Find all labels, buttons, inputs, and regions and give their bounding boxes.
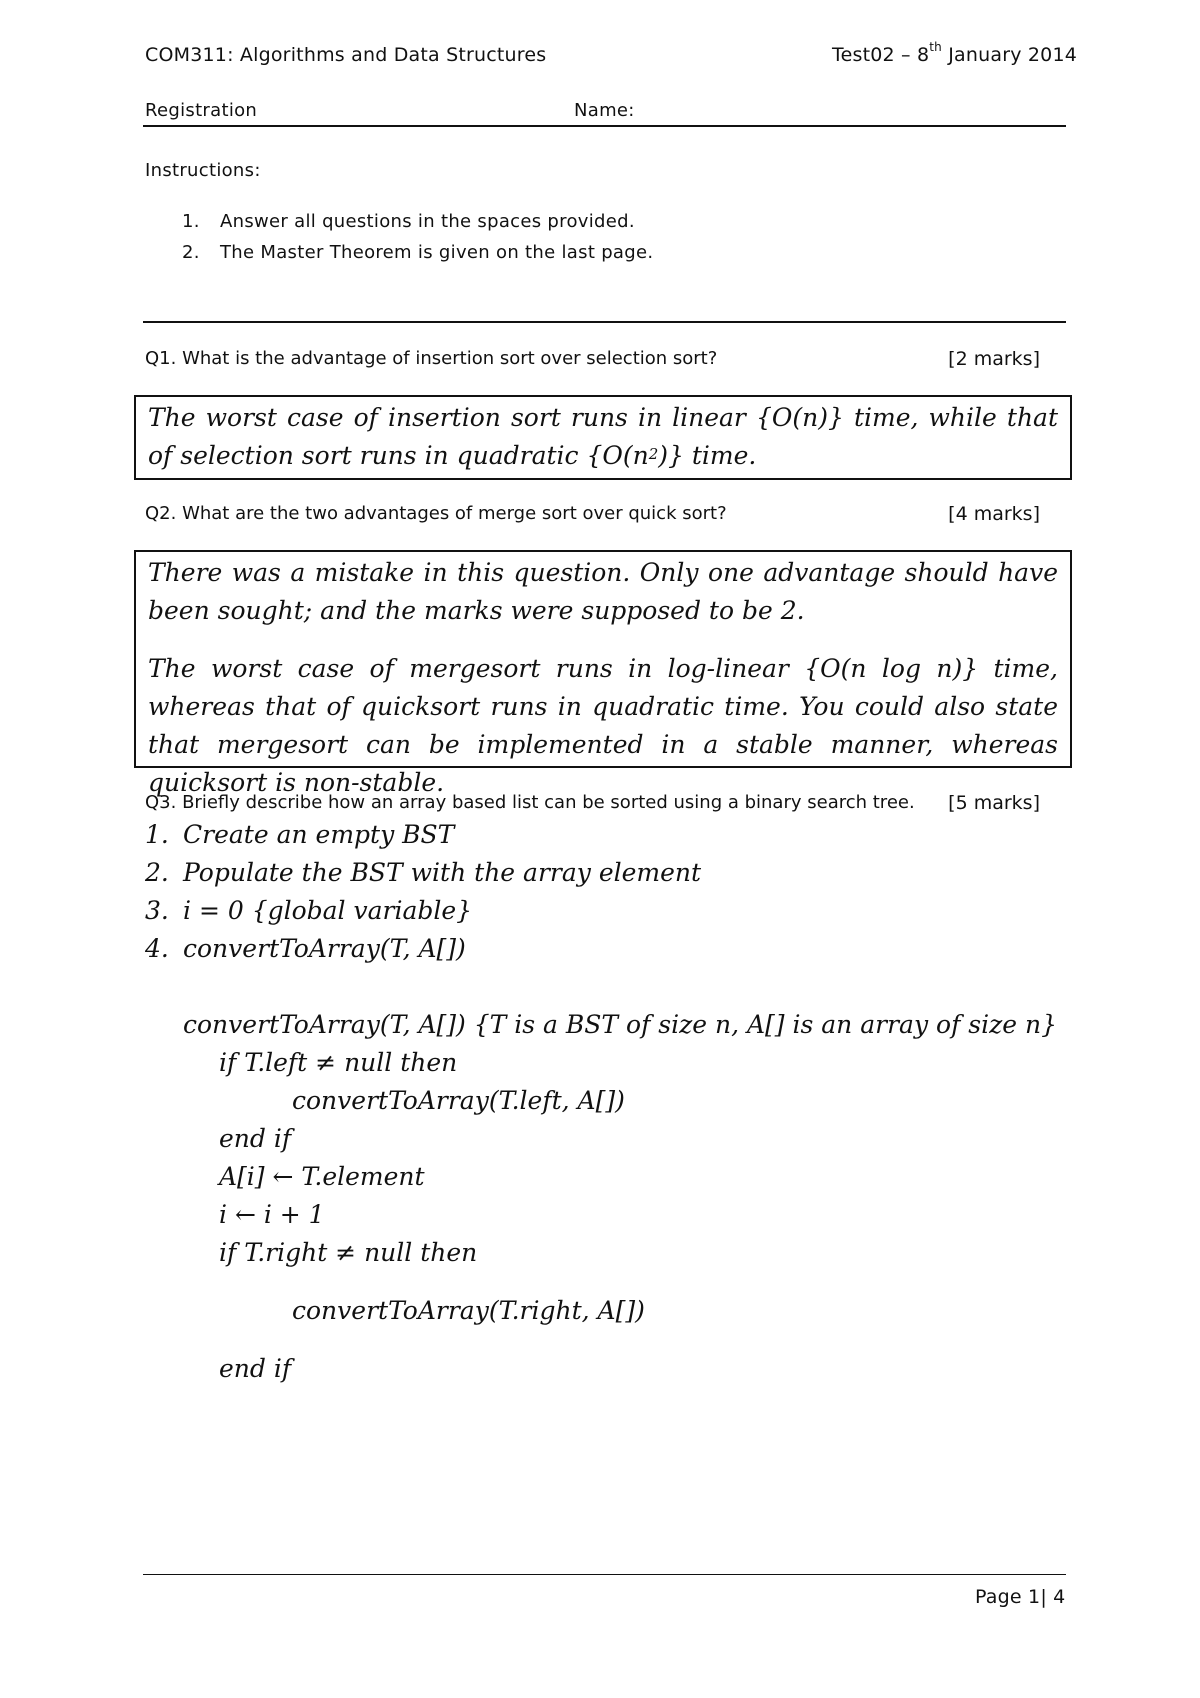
question-1-marks: [2 marks] bbox=[948, 348, 1040, 370]
instruction-text: Answer all questions in the spaces provided. bbox=[220, 211, 635, 232]
test-prefix: Test02 – 8 bbox=[832, 44, 930, 66]
code-signature: convertToArray(T, A[]) {T is a BST of size n, A[] is an array of size n} bbox=[183, 1010, 1058, 1039]
page-number: Page 1| 4 bbox=[975, 1586, 1066, 1608]
question-1-label: Q1. What is the advantage of insertion sort over selection sort? bbox=[145, 348, 718, 369]
answer-1-box bbox=[134, 395, 1072, 480]
answer-2-paragraph-1: There was a mistake in this question. Only one advantage should have been sought; and the marks were supposed to be 2. bbox=[148, 558, 1058, 625]
test-suffix: January 2014 bbox=[941, 44, 1078, 66]
step-text: Create an empty BST bbox=[183, 820, 455, 849]
step-number: 2. bbox=[145, 858, 169, 887]
question-3-marks: [5 marks] bbox=[948, 792, 1040, 814]
question-1 bbox=[145, 348, 1040, 369]
name-label: Name: bbox=[574, 100, 635, 121]
question-3-label: Q3. Briefly describe how an array based list can be sorted using a binary search tree. bbox=[145, 792, 915, 813]
instruction-item bbox=[182, 242, 653, 263]
step-text: convertToArray(T, A[]) bbox=[183, 934, 466, 963]
step-number: 1. bbox=[145, 820, 169, 849]
question-2-label: Q2. What are the two advantages of merge sort over quick sort? bbox=[145, 503, 727, 524]
code-line: end if bbox=[219, 1354, 292, 1383]
registration-label: Registration bbox=[145, 100, 258, 121]
course-title: COM311: Algorithms and Data Structures bbox=[145, 44, 547, 66]
question-3 bbox=[145, 792, 1040, 813]
answer-1-superscript: 2 bbox=[648, 445, 659, 463]
answer-2-box bbox=[134, 550, 1072, 797]
code-line: end if bbox=[219, 1124, 292, 1153]
code-line: if T.left ≠ null then bbox=[219, 1048, 458, 1077]
test-date bbox=[832, 40, 1078, 66]
answer-2-paragraph-2: The worst case of mergesort runs in log-linear {O(n log n)} time, whereas that of quicksort runs in quadratic time. You could also state that mergesort can be implemented in a stable manner, whereas quicksort is non-stable. bbox=[148, 654, 1058, 797]
step-4 bbox=[145, 934, 466, 963]
step-text: Populate the BST with the array element bbox=[183, 858, 702, 887]
footer-rule bbox=[143, 1574, 1066, 1575]
step-3 bbox=[145, 896, 472, 925]
instruction-number: 1. bbox=[182, 211, 200, 232]
answer-1-text-end: )} time. bbox=[658, 441, 757, 470]
instructions-title: Instructions: bbox=[145, 160, 261, 181]
instruction-text: The Master Theorem is given on the last page. bbox=[220, 242, 654, 263]
code-line: convertToArray(T.right, A[]) bbox=[292, 1296, 645, 1325]
step-number: 3. bbox=[145, 896, 169, 925]
instruction-item bbox=[182, 211, 635, 232]
question-2-marks: [4 marks] bbox=[948, 503, 1040, 525]
step-1 bbox=[145, 820, 454, 849]
step-number: 4. bbox=[145, 934, 169, 963]
code-line: if T.right ≠ null then bbox=[219, 1238, 478, 1267]
code-line: A[i] ← T.element bbox=[219, 1162, 425, 1191]
step-2 bbox=[145, 858, 701, 887]
header-rule bbox=[143, 125, 1066, 127]
answer-1-text: The worst case of insertion sort runs in linear {O(n)} time, while that of selection sort runs in quadratic {O(n bbox=[148, 403, 1058, 470]
test-date-superscript: th bbox=[929, 40, 942, 54]
code-line: convertToArray(T.left, A[]) bbox=[292, 1086, 625, 1115]
section-rule bbox=[143, 321, 1066, 323]
code-line: i ← i + 1 bbox=[219, 1200, 325, 1229]
question-2 bbox=[145, 503, 1040, 524]
instruction-number: 2. bbox=[182, 242, 200, 263]
step-text: i = 0 {global variable} bbox=[183, 896, 473, 925]
